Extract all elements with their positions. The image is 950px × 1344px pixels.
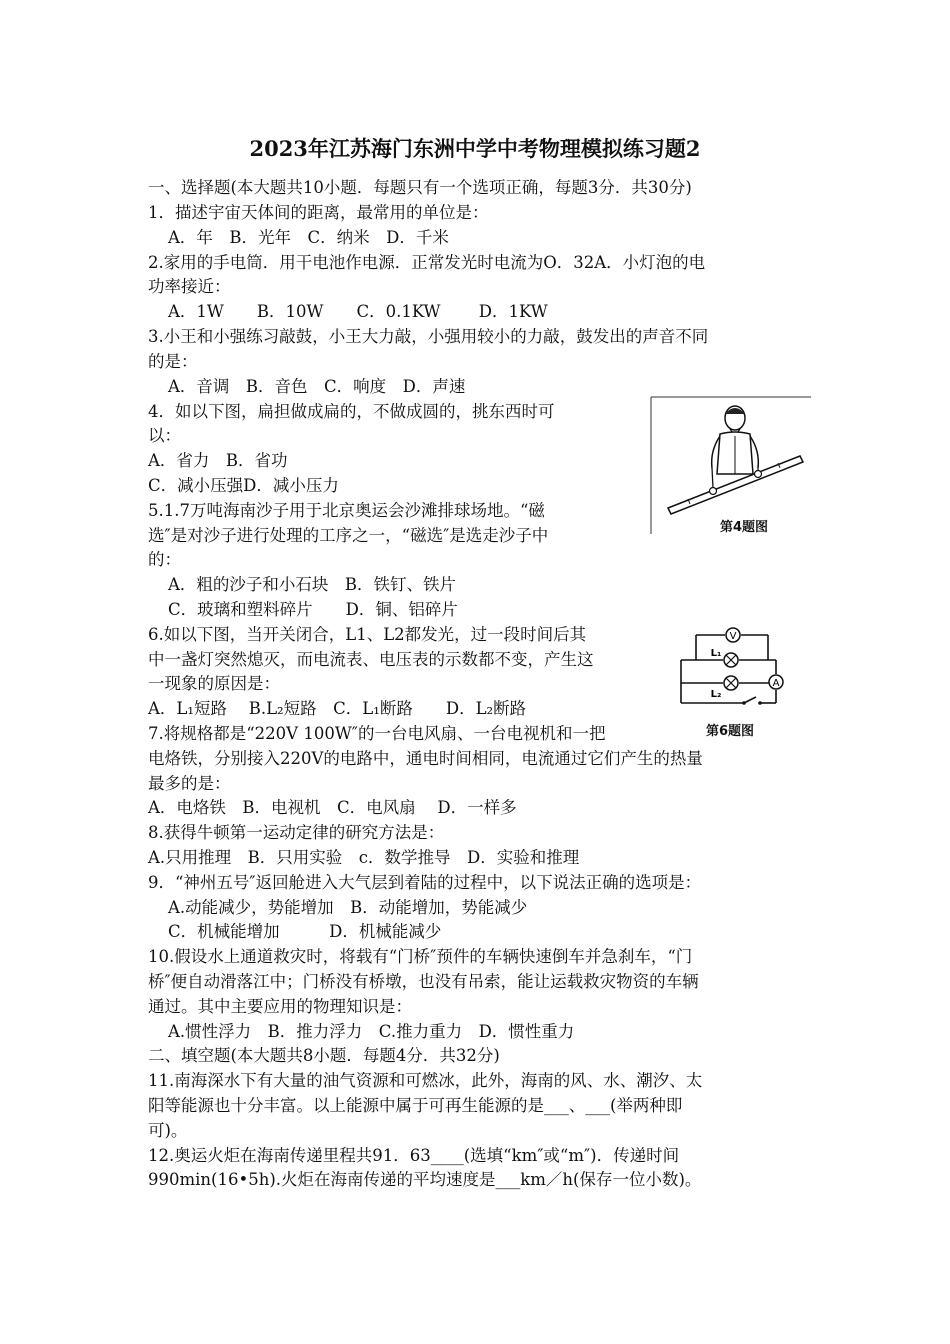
q4-options-line1: A．省力 B．省功 bbox=[148, 451, 288, 470]
ammeter-label: A bbox=[772, 678, 780, 689]
voltmeter-label: V bbox=[729, 631, 737, 642]
q6-figure-caption: 第6题图 bbox=[706, 724, 755, 739]
circuit-diagram bbox=[676, 625, 796, 720]
q4-figure bbox=[650, 396, 812, 536]
page-title: 2023年江苏海门东洲中学中考物理模拟练习题2 bbox=[249, 136, 701, 161]
q4-stem-line2: 以： bbox=[148, 426, 181, 445]
q7-stem-line1: 7.将规格都是“220V 100W″的一台电风扇、一台电视机和一把 bbox=[148, 724, 606, 743]
q10-options: A.惯性浮力 B．推力浮力 C.推力重力 D．惯性重力 bbox=[168, 1022, 575, 1041]
q8-options: A.只用推理 B．只用实验 c．数学推导 D．实验和推理 bbox=[148, 848, 580, 867]
q12-stem-line2: 990min(16•5h).火炬在海南传递的平均速度是___km／h(保存一位小数)。 bbox=[148, 1170, 702, 1189]
q4-stem-line1: 4．如以下图，扁担做成扁的，不做成圆的，挑东西时可 bbox=[148, 402, 555, 421]
q2-stem-line1: 2.家用的手电筒．用干电池作电源．正常发光时电流为O．32A．小灯泡的电 bbox=[148, 253, 706, 272]
q5-stem-line3: 的： bbox=[148, 550, 181, 569]
q3-stem-line1: 3.小王和小强练习敲鼓，小王大力敲，小强用较小的力敲，鼓发出的声音不同 bbox=[148, 327, 709, 346]
q9-stem: 9．“神州五号″返回舱进入大气层到着陆的过程中，以下说法正确的选项是： bbox=[148, 873, 702, 892]
q5-stem-line1: 5.1.7万吨海南沙子用于北京奥运会沙滩排球场地。“磁 bbox=[148, 501, 545, 520]
carrying-pole-illustration bbox=[650, 396, 812, 536]
q2-stem-line2: 功率接近： bbox=[148, 277, 231, 296]
q10-stem-line1: 10.假设水上通道救灾时，将载有“门桥″预件的车辆快速倒车并急刹车，“门 bbox=[148, 947, 693, 966]
q3-options: A．音调 B．音色 C．响度 D．声速 bbox=[168, 377, 466, 396]
q5-options-line1: A．粗的沙子和小石块 B．铁钉、铁片 bbox=[168, 575, 457, 594]
q6-figure bbox=[676, 625, 796, 740]
lamp-l1-label: L₁ bbox=[710, 648, 722, 659]
q10-stem-line2: 桥″便自动滑落江中；门桥没有桥墩，也没有吊索，能让运载救灾物资的车辆 bbox=[148, 972, 699, 991]
q1-stem: 1．描述宇宙天体间的距离，最常用的单位是： bbox=[148, 203, 489, 222]
q6-stem-line1: 6.如以下图，当开关闭合，L1、L2都发光，过一段时间后其 bbox=[148, 625, 587, 644]
q9-options-line1: A.动能减少，势能增加 B．动能增加，势能减少 bbox=[168, 898, 528, 917]
q8-stem: 8.获得牛顿第一运动定律的研究方法是： bbox=[148, 823, 445, 842]
q9-options-line2: C．机械能增加 D．机械能减少 bbox=[168, 922, 442, 941]
q10-stem-line3: 通过。其中主要应用的物理知识是： bbox=[148, 997, 412, 1016]
q11-stem-line2: 阳等能源也十分丰富。以上能源中属于可再生能源的是___、___(举两种即 bbox=[148, 1096, 683, 1115]
q7-stem-line3: 最多的是： bbox=[148, 774, 231, 793]
q7-stem-line2: 电烙铁，分别接入220V的电路中，通电时间相同，电流通过它们产生的热量 bbox=[148, 749, 703, 768]
section-heading-choice: 一、选择题(本大题共10小题．每题只有一个选项正确，每题3分．共30分) bbox=[148, 178, 692, 197]
lamp-l2-label: L₂ bbox=[710, 689, 722, 700]
q5-stem-line2: 选″是对沙子进行处理的工序之一，“磁选″是选走沙子中 bbox=[148, 526, 549, 545]
q4-figure-caption: 第4题图 bbox=[720, 520, 769, 535]
q1-options: A．年 B．光年 C．纳米 D．千米 bbox=[168, 228, 449, 247]
section-heading-fill: 二、填空题(本大题共8小题．每题4分．共32分) bbox=[148, 1046, 500, 1065]
q6-stem-line3: 一现象的原因是： bbox=[148, 674, 280, 693]
q6-options: A．L₁短路 B.L₂短路 C．L₁断路 D．L₂断路 bbox=[148, 699, 527, 718]
q5-options-line2: C．玻璃和塑料碎片 D．铜、铝碎片 bbox=[168, 600, 458, 619]
q11-stem-line3: 可)。 bbox=[148, 1121, 188, 1140]
q11-stem-line1: 11.南海深水下有大量的油气资源和可燃冰，此外，海南的风、水、潮汐、太 bbox=[148, 1071, 703, 1090]
q6-stem-line2: 中一盏灯突然熄灭，而电流表、电压表的示数都不变，产生这 bbox=[148, 650, 594, 669]
q7-options: A．电烙铁 B．电视机 C．电风扇 D．一样多 bbox=[148, 798, 517, 817]
q4-options-line2: C．减小压强D．减小压力 bbox=[148, 476, 339, 495]
q12-stem-line1: 12.奥运火炬在海南传递里程共91．63____(选填“km″或“m″)．传递时间 bbox=[148, 1146, 680, 1165]
q3-stem-line2: 的是： bbox=[148, 352, 198, 371]
q2-options: A．1W B．10W C．0.1KW D．1KW bbox=[168, 302, 548, 321]
